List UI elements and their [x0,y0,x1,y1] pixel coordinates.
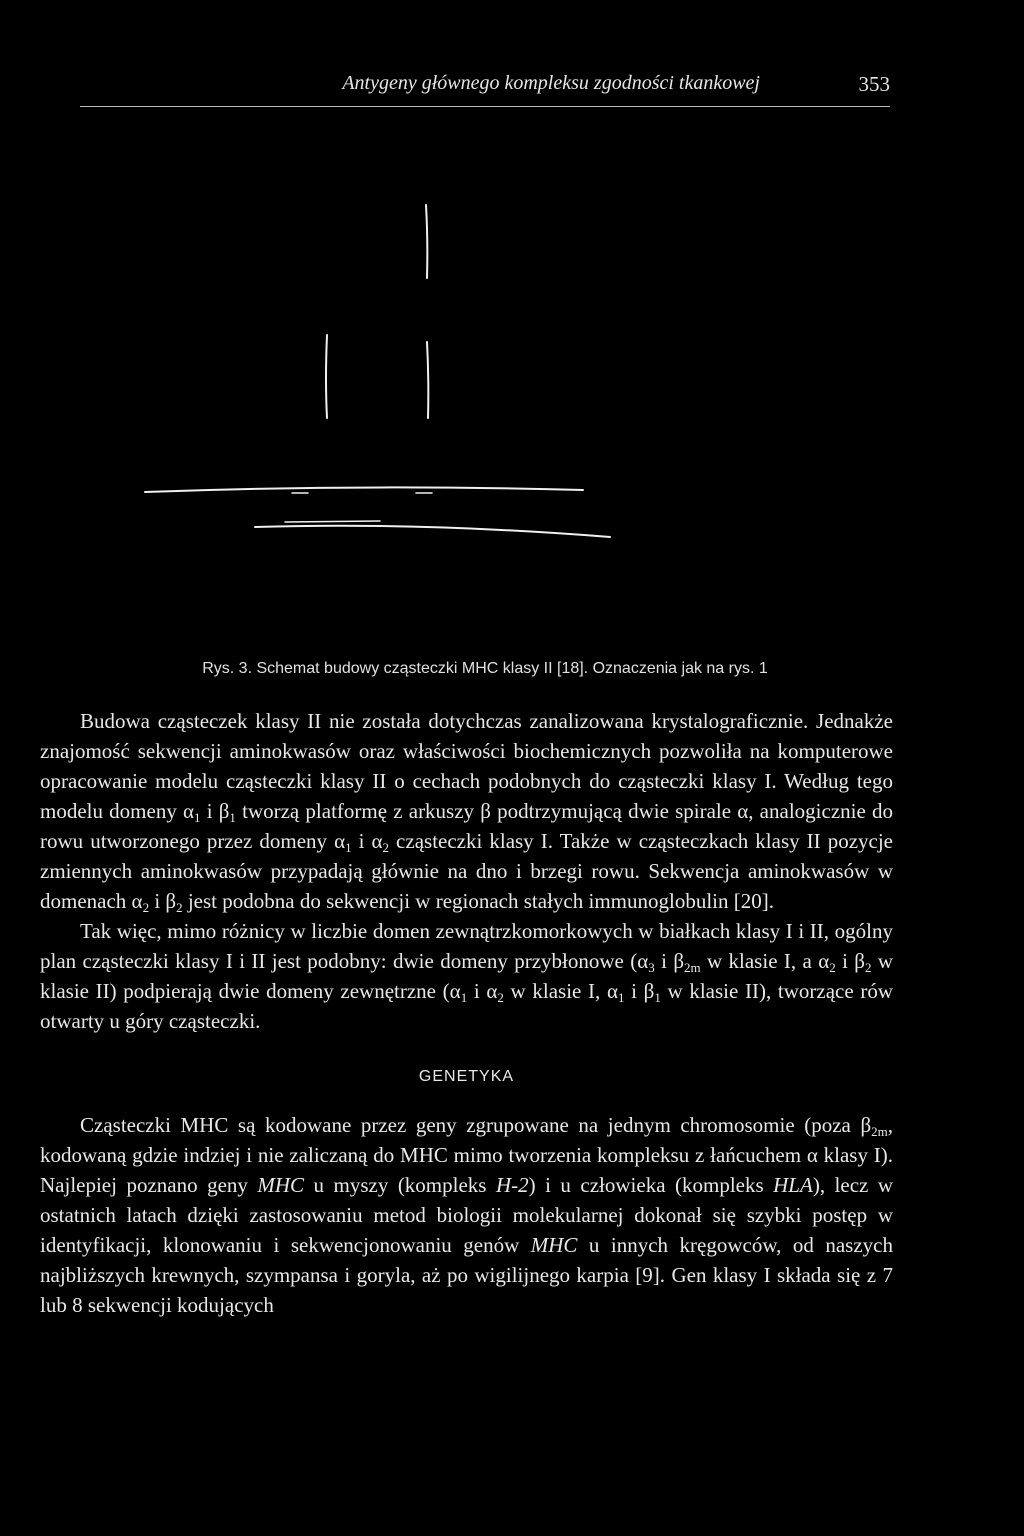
paragraph-3: Cząsteczki MHC są kodowane przez geny zgrupowane na jednym chromosomie (poza $\beta_{2m}$, kodowaną gdzie indziej i nie zaliczaną do MHC mimo tworzenia kompleksu z łańcuchem α klasy I). Najlepiej poznano geny MHC u myszy (kompleks H-2) i u człowieka (kompleks HLA), lecz w ostatnich latach dzięki zastosowaniu metod biologii molekularnej dokonał się szybki postęp w identyfikacji, klonowaniu i sekwencjonowaniu genów MHC u innych kręgowców, od naszych najbliższych krewnych, szympansa i goryla, aż po wigilijnego karpia [9]. Gen klasy I składa się z 7 lub 8 sekwencji kodujących [40,1113,893,1317]
membrane-line-lower [255,526,610,537]
membrane-line-upper [145,487,583,492]
membrane-line-lower-accent [285,521,380,522]
paragraph-2: Tak więc, mimo różnicy w liczbie domen zewnątrzkomorkowych w białkach klasy I i II, ogólny plan cząsteczki klasy I i II jest podobny: dwie domeny przybłonowe ($\alpha_3$ i $\beta_{2m}$ w klasie I, a $\alpha_2$ i $\beta_2$ w klasie II) podpierają dwie domeny zewnętrzne ($\alpha_1$ i $\alpha_2$ w klasie I, $\alpha_1$ i $\beta_1$ w klasie II), tworzące rów otwarty u góry cząsteczki. [40,919,894,1033]
running-header [80,70,890,107]
helix-line-right [427,342,428,418]
helix-line-top [426,205,427,278]
figure-mhc-class-ii-diagram [0,180,1024,600]
helix-line-left [326,335,327,418]
page-number: 353 [858,72,890,96]
figure-caption: Rys. 3. Schemat budowy cząsteczki MHC klasy II [18]. Oznaczenia jak na rys. 1 [202,660,768,677]
running-title: Antygeny głównego kompleksu zgodności tkankowej [342,72,760,94]
section-title-genetics: GENETYKA [418,1068,515,1085]
body-text [40,706,893,1320]
paragraph-1: Budowa cząsteczek klasy II nie została dotychczas zanalizowana krystalograficznie. Jednakże znajomość sekwencji aminokwasów oraz właściwości biochemicznych pozwoliła na komputerowe opracowanie modelu cząsteczki klasy II o cechach podobnych do cząsteczki klasy I. Według tego modelu domeny $\alpha_1$ i $\beta_1$ tworzą platformę z arkuszy β podtrzymującą dwie spirale α, analogicznie do rowu utworzonego przez domeny $\alpha_1$ i $\alpha_2$ cząsteczki klasy I. Także w cząsteczkach klasy II pozycje zmiennych aminokwasów przypadają głównie na dno i brzegi rowu. Sekwencja aminokwasów w domenach $\alpha_2$ i $\beta_2$ jest podobna do sekwencji w regionach stałych immunoglobulin [20]. [40,709,893,915]
